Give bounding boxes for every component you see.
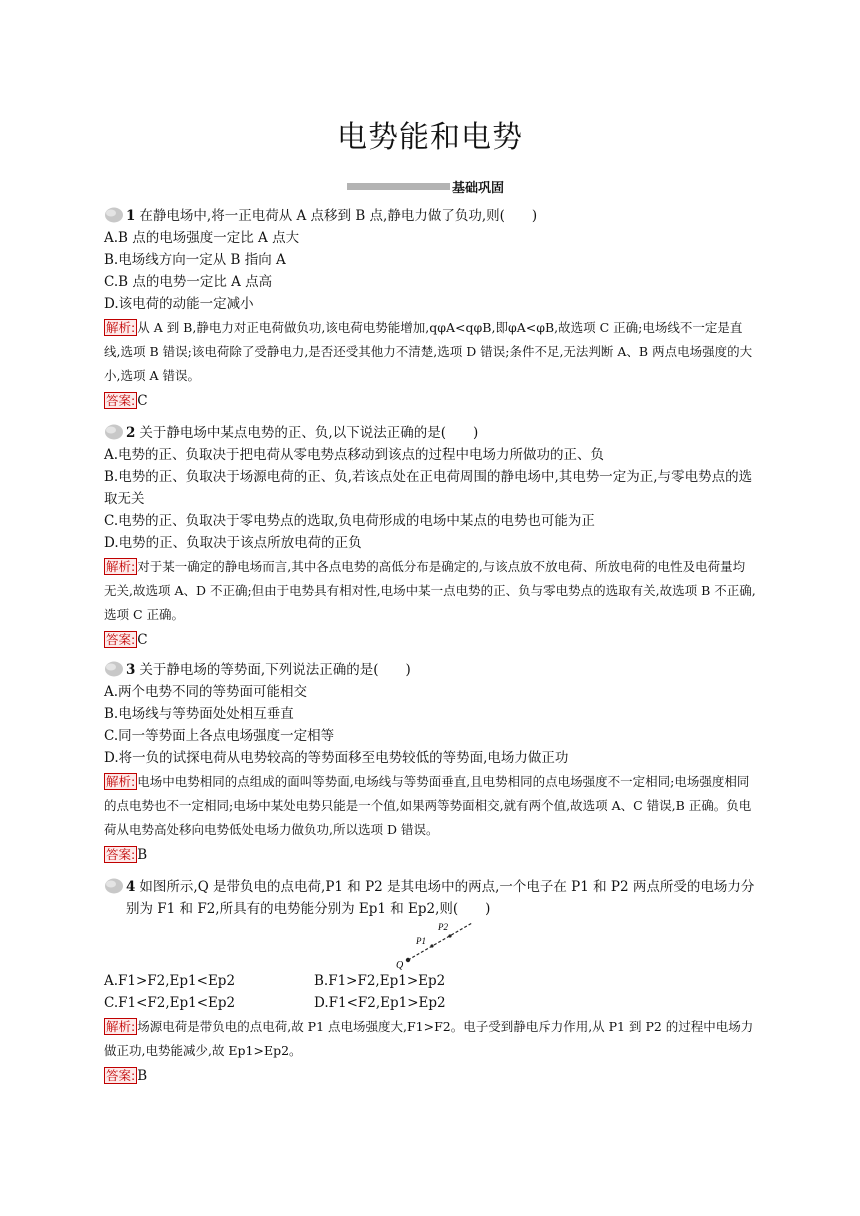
label-p2: P2 — [438, 922, 448, 932]
section-header — [347, 178, 504, 194]
question-3 — [104, 659, 756, 866]
answer-value: B — [137, 847, 148, 863]
option-d: D.将一负的试探电荷从电势较高的等势面移至电势较低的等势面,电场力做正功 — [104, 750, 569, 766]
charge-diagram — [394, 920, 756, 970]
question-stem: 关于静电场的等势面,下列说法正确的是( ) — [139, 662, 411, 678]
analysis-tag: 解析: — [106, 774, 136, 789]
analysis — [104, 316, 756, 388]
options-grid — [104, 970, 756, 1014]
question-number: 3 — [126, 662, 136, 678]
option-a: A.电势的正、负取决于把电荷从零电势点移动到该点的过程中电场力所做功的正、负 — [104, 447, 605, 463]
option-d: D.电势的正、负取决于该点所放电荷的正负 — [104, 535, 362, 551]
answer-tag: 答案: — [106, 847, 136, 862]
question-stem: 在静电场中,将一正电荷从 A 点移到 B 点,静电力做了负功,则( ) — [139, 208, 538, 224]
answer — [104, 629, 756, 651]
question-bubble-icon — [104, 207, 124, 223]
option-a: A.F1>F2,Ep1<Ep2 — [104, 973, 236, 989]
answer-value: C — [137, 393, 148, 409]
answer-tag: 答案: — [106, 1068, 136, 1083]
question-stem: 如图所示,Q 是带负电的点电荷,P1 和 P2 是其电场中的两点,一个电子在 P1 和 P2 两点所受的电场力分别为 F1 和 F2,所具有的电势能分别为 Ep1 和 Ep2,则( ) — [126, 879, 755, 917]
question-4 — [104, 876, 756, 1087]
option-a: A.两个电势不同的等势面可能相交 — [104, 684, 308, 700]
page-title: 电势能和电势 — [337, 120, 523, 155]
analysis-text: 场源电荷是带负电的点电荷,故 P1 点电场强度大,F1>F2。电子受到静电斥力作用,从 P1 到 P2 的过程中电场力做正功,电势能减少,故 Ep1>Ep2。 — [104, 1019, 754, 1058]
section-label: 基础巩固 — [452, 180, 505, 196]
question-number: 1 — [126, 208, 136, 224]
charge-q-dot — [406, 958, 410, 962]
label-q: Q — [396, 960, 404, 970]
answer-value: C — [137, 632, 148, 648]
option-c: C.同一等势面上各点电场强度一定相等 — [104, 728, 335, 744]
question-number: 2 — [126, 425, 136, 441]
question-1 — [104, 205, 756, 412]
section-bar — [347, 183, 450, 190]
option-a: A.B 点的电场强度一定比 A 点大 — [104, 230, 300, 246]
analysis-text: 对于某一确定的静电场而言,其中各点电势的高低分布是确定的,与该点放不放电荷、所放电荷的电性及电荷量均无关,故选项 A、D 不正确;但由于电势具有相对性,电场中某一点电势的正、负与零电势点的选取有关,故选项 B 不正确,选项 C 正确。 — [104, 559, 756, 622]
question-stem: 关于静电场中某点电势的正、负,以下说法正确的是( ) — [139, 425, 479, 441]
analysis-tag: 解析: — [106, 1019, 136, 1034]
point-p2-dot — [448, 934, 451, 937]
question-number: 4 — [126, 879, 136, 895]
option-d: D.该电荷的动能一定减小 — [104, 296, 254, 312]
answer — [104, 1065, 756, 1087]
charge-diagram-svg — [394, 920, 494, 970]
analysis-text: 电场中电势相同的点组成的面叫等势面,电场线与等势面垂直,且电势相同的点电场强度不一定相同;电场强度相同的点电势也不一定相同;电场中某处电势只能是一个值,如果两等势面相交,就有两个值,故选项 A、C 错误,B 正确。负电荷从电势高处移向电势低处电场力做负功,所以选项 D 错误。 — [104, 774, 752, 837]
option-b: B.电场线方向一定从 B 指向 A — [104, 252, 286, 268]
answer-value: B — [137, 1068, 148, 1084]
answer-tag: 答案: — [106, 632, 136, 647]
question-bubble-icon — [104, 424, 124, 440]
question-2 — [104, 422, 756, 651]
option-c: C.电势的正、负取决于零电势点的选取,负电荷形成的电场中某点的电势也可能为正 — [104, 513, 595, 529]
analysis — [104, 555, 756, 627]
question-bubble-icon — [104, 661, 124, 677]
answer — [104, 390, 756, 412]
analysis-tag: 解析: — [106, 559, 136, 574]
point-p1-dot — [430, 944, 433, 947]
answer-tag: 答案: — [106, 393, 136, 408]
option-b: B.电场线与等势面处处相互垂直 — [104, 706, 294, 722]
option-c: C.B 点的电势一定比 A 点高 — [104, 274, 273, 290]
label-p1: P1 — [416, 936, 426, 946]
analysis-tag: 解析: — [106, 320, 136, 335]
option-b: B.F1>F2,Ep1>Ep2 — [314, 973, 446, 989]
option-b: B.电势的正、负取决于场源电荷的正、负,若该点处在正电荷周围的静电场中,其电势一定为正,与零电势点的选取无关 — [104, 469, 753, 507]
answer — [104, 844, 756, 866]
analysis — [104, 770, 756, 842]
analysis-text: 从 A 到 B,静电力对正电荷做负功,该电荷电势能增加,qφA<qφB,即φA<φB,故选项 C 正确;电场线不一定是直线,选项 B 错误;该电荷除了受静电力,是否还受其他力不清楚,选项 D 错误;条件不足,无法判断 A、B 两点电场强度的大小,选项 A 错误。 — [104, 320, 753, 383]
option-c: C.F1<F2,Ep1<Ep2 — [104, 995, 236, 1011]
question-bubble-icon — [104, 878, 124, 894]
analysis — [104, 1015, 756, 1063]
option-d: D.F1<F2,Ep1>Ep2 — [314, 995, 446, 1011]
